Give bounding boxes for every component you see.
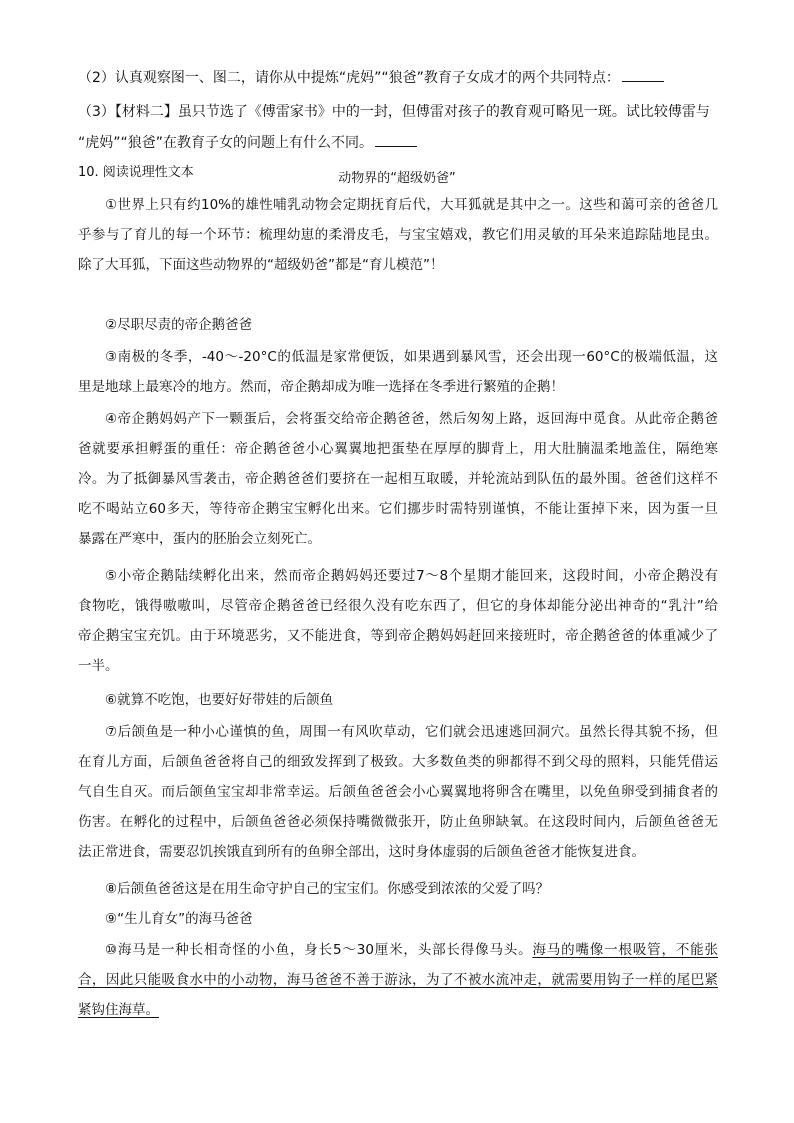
paragraph-line: 法正常进食，需要忍饥挨饿直到所有的鱼卵全部出，这时身体虚弱的后颌鱼爸爸才能恢复进食。 <box>78 844 645 860</box>
paragraph-line: 气自生自灭。而后颌鱼宝宝却非常幸运。后颌鱼爸爸会小心翼翼地将卵含在嘴里，以免鱼卵受到捕食者的 <box>78 784 718 800</box>
underlined-text: 海马的嘴像一根吸管，不能张 <box>532 942 719 958</box>
paragraph-line: 暴露在严寒中，蛋内的胚胎会立刻死亡。 <box>78 531 321 547</box>
paragraph-line: 冷。为了抵御暴风雪袭击，帝企鹅爸爸们要挤在一起相互取暖，并轮流站到队伍的最外围。爸爸们这样不 <box>78 471 718 487</box>
paragraph-8: ⑧后颌鱼爸爸这是在用生命守护自己的宝宝们。你感受到浓浓的父爱了吗？ <box>105 881 550 897</box>
question-2-text: （2）认真观察图一、图二，请你从中提炼“虎妈”“狼爸”教育子女成才的两个共同特点： <box>78 70 620 86</box>
underlined-text: 合，因此只能吸食水中的小动物，海马爸爸不善于游泳，为了不被水流冲走，就需要用钩子一样的尾巴紧 <box>78 972 718 988</box>
paragraph-line <box>78 935 718 965</box>
paragraph-line: 乎参与了育儿的每一个环节：梳理幼崽的柔滑皮毛，与宝宝嬉戏，教它们用灵敏的耳朵来追踪陆地昆虫。 <box>78 227 718 243</box>
underlined-text: 紧钩住海草。 <box>78 1002 159 1018</box>
answer-blank[interactable] <box>622 67 664 82</box>
paragraph-4 <box>78 404 718 554</box>
paragraph-line: 食物吃，饿得嗷嗷叫，尽管帝企鹅爸爸已经很久没有吃东西了，但它的身体却能分泌出神奇的“乳汁”给 <box>78 598 718 614</box>
paragraph-line: ①世界上只有约10%的雄性哺乳动物会定期抚育后代，大耳狐就是其中之一。这些和蔼可亲的爸爸几 <box>105 197 718 213</box>
paragraph-line: 里是地球上最寒冷的地方。然而，帝企鹅却成为唯一选择在冬季进行繁殖的企鹅！ <box>78 379 564 395</box>
paragraph-line: ⑤小帝企鹅陆续孵化出来，然而帝企鹅妈妈还要过7～8个星期才能回来，这段时间，小帝企鹅没有 <box>105 568 718 584</box>
paragraph-3 <box>78 342 718 402</box>
section-heading-seahorse: ⑨“生儿育女”的海马爸爸 <box>105 911 253 927</box>
paragraph-7 <box>78 717 718 867</box>
paragraph-line: ⑦后颌鱼是一种小心谨慎的鱼，周围一有风吹草动，它们就会迅速逃回洞穴。虽然长得其貌不扬，但 <box>105 724 718 740</box>
paragraph-10-text: ⑩海马是一种长相奇怪的小鱼，身长5～30厘米，头部长得像马头。 <box>105 942 533 958</box>
paragraph-line: 吃不喝站立60多天，等待帝企鹅宝宝孵化出来。它们挪步时需特别谨慎，不能让蛋掉下来，因为蛋一旦 <box>78 501 718 517</box>
paragraph-line: 伤害。在孵化的过程中，后颌鱼爸爸必须保持嘴微微张开，防止鱼卵缺氧。在这段时间内，后颌鱼爸爸无 <box>78 814 718 830</box>
paragraph-1 <box>78 190 718 280</box>
question-3-line-1: （3）【材料二】虽只节选了《傅雷家书》中的一封，但傅雷对孩子的教育观可略见一斑。试比较傅雷与 <box>78 104 710 120</box>
question-3-text: “虎妈”“狼爸”在教育子女的问题上有什么不同。 <box>78 135 374 151</box>
answer-blank[interactable] <box>375 132 417 147</box>
paragraph-line: 在育儿方面，后颌鱼爸爸将自己的细致发挥到了极致。大多数鱼类的卵都得不到父母的照料，只能凭借运 <box>78 754 718 770</box>
paragraph-line: ④帝企鹅妈妈产下一颗蛋后，会将蛋交给帝企鹅爸爸，然后匆匆上路，返回海中觅食。从此帝企鹅爸 <box>105 411 718 427</box>
section-heading-emperor-penguin: ②尽职尽责的帝企鹅爸爸 <box>105 317 253 333</box>
paragraph-line: ③南极的冬季，-40～-20°C的低温是家常便饭，如果遇到暴风雪，还会出现一60°C的极端低温，这 <box>105 349 718 365</box>
paragraph-line: 爸就要承担孵蛋的重任：帝企鹅爸爸小心翼翼地把蛋垫在厚厚的脚背上，用大肚腩温柔地盖住，隔绝寒 <box>78 441 718 457</box>
question-3-line-2 <box>78 132 718 153</box>
question-2 <box>78 67 718 88</box>
paragraph-5 <box>78 561 718 681</box>
article-title: 动物界的“超级奶爸” <box>338 171 456 186</box>
paragraph-line <box>78 995 718 1025</box>
section-heading-jawfish: ⑥就算不吃饱，也要好好带娃的后颌鱼 <box>105 692 334 708</box>
paragraph-line: 帝企鹅宝宝充饥。由于环境恶劣，又不能进食，等到帝企鹅妈妈赶回来接班时，帝企鹅爸爸的体重减少了 <box>78 628 718 644</box>
question-10-heading: 10. 阅读说理性文本 <box>78 165 194 180</box>
paragraph-10 <box>78 935 718 1025</box>
paragraph-line: 除了大耳狐，下面这些动物界的“超级奶爸”都是“育儿模范”！ <box>78 257 444 273</box>
paragraph-line: 一半。 <box>78 658 119 674</box>
